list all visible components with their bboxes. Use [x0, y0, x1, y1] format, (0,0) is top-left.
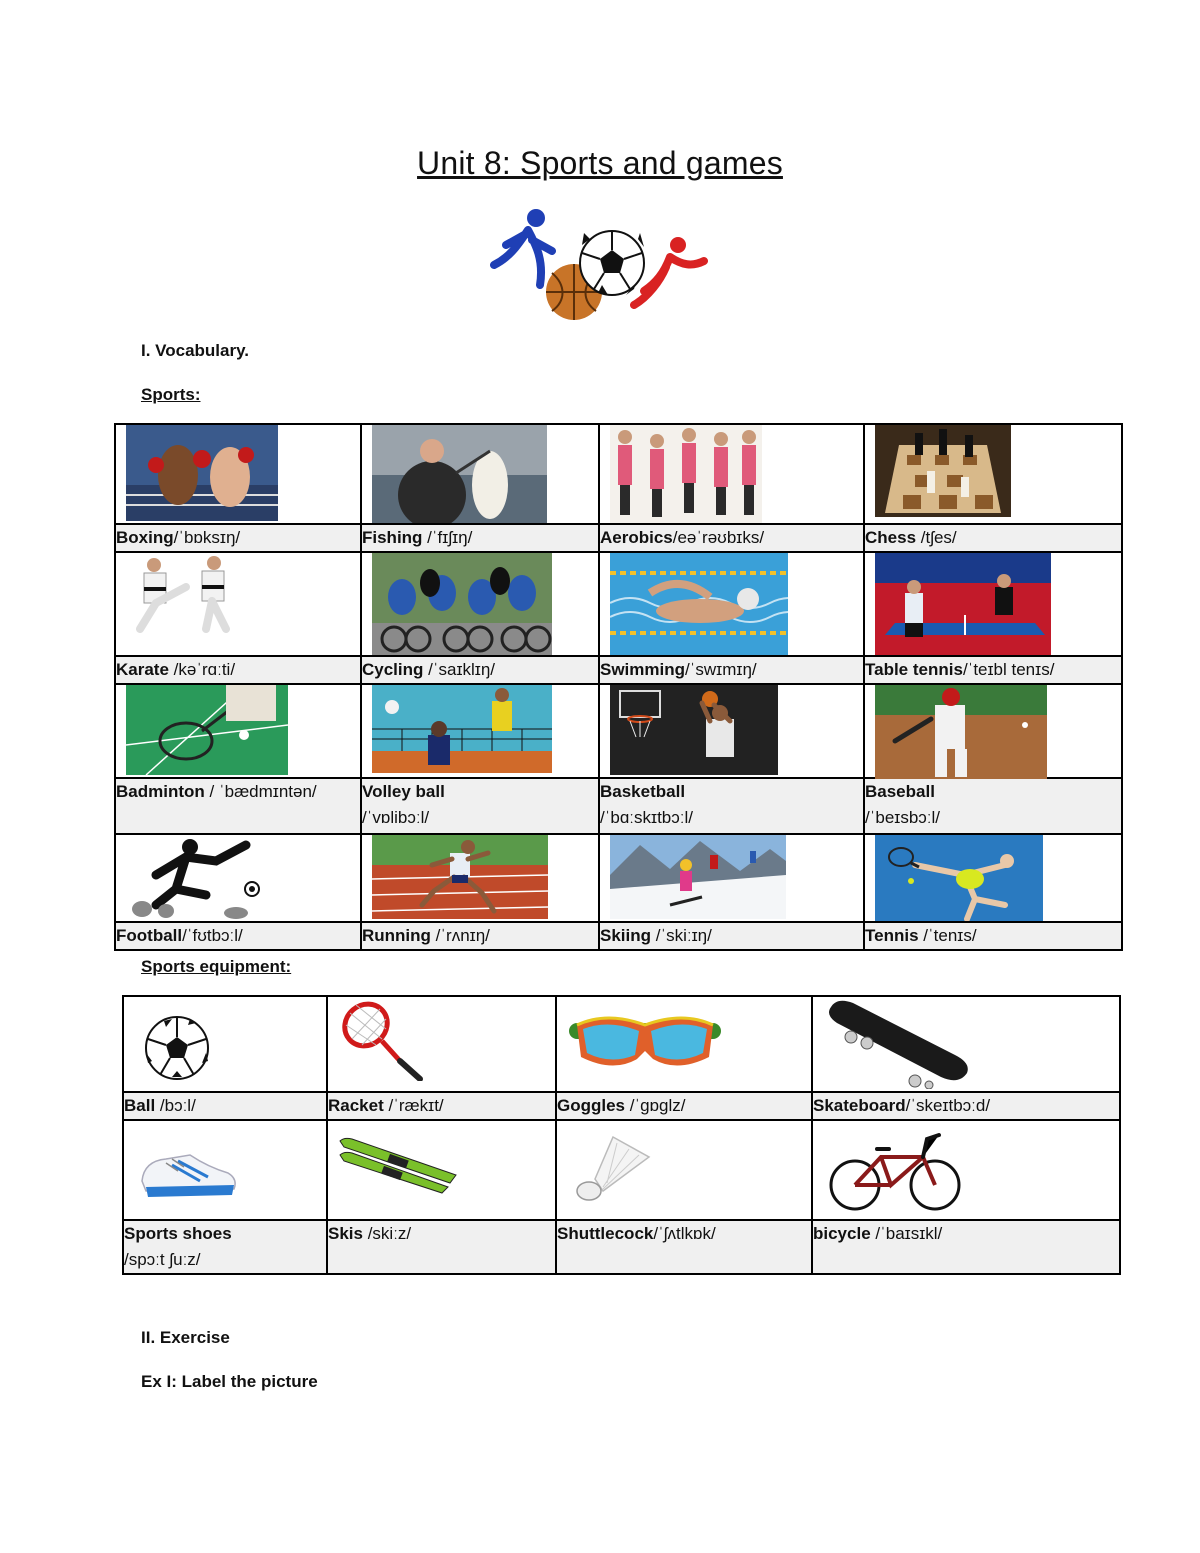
sport-label: Tennis /ˈtenɪs/ [864, 922, 1122, 950]
sport-label: Volley ball /ˈvɒlibɔːl/ [361, 778, 599, 834]
sports-shoes-picture [138, 1147, 238, 1199]
boxing-photo [126, 425, 278, 521]
equipment-label: Skateboard/ˈskeɪtbɔːd/ [812, 1092, 1120, 1120]
equipment-label: Skis /skiːz/ [327, 1220, 556, 1274]
sport-label: Chess /tʃes/ [864, 524, 1122, 552]
volleyball-photo [372, 685, 552, 773]
equipment-cell-goggles [556, 996, 812, 1092]
sport-cell-aerobics [599, 424, 864, 524]
tennis-photo [875, 835, 1043, 921]
equipment-cell-shuttlecock [556, 1120, 812, 1220]
sport-label: Karate /kəˈrɑːti/ [115, 656, 361, 684]
sports-table [114, 423, 1123, 951]
bicycle-picture [827, 1129, 963, 1213]
sport-cell-running [361, 834, 599, 922]
equipment-label: Ball /bɔːl/ [123, 1092, 327, 1120]
swimming-photo [610, 553, 788, 655]
sport-label: Table tennis/ˈteɪbl tenɪs/ [864, 656, 1122, 684]
sport-cell-table-tennis [864, 552, 1122, 656]
sport-label: Cycling /ˈsaɪklɪŋ/ [361, 656, 599, 684]
racket-picture [338, 999, 424, 1081]
sport-label: Aerobics/eəˈrəʊbɪks/ [599, 524, 864, 552]
karate-photo [126, 553, 244, 633]
sport-cell-tennis [864, 834, 1122, 922]
exercise-1-instruction: Ex I: Label the picture [141, 1372, 318, 1391]
goggles-picture [567, 1011, 723, 1073]
sport-label: Fishing /ˈfɪʃɪŋ/ [361, 524, 599, 552]
sport-label: Badminton / ˈbædmɪntən/ [115, 778, 361, 834]
skis-picture [338, 1135, 458, 1195]
sport-cell-chess [864, 424, 1122, 524]
equipment-label: bicycle /ˈbaɪsɪkl/ [812, 1220, 1120, 1274]
sport-label: Skiing /ˈskiːɪŋ/ [599, 922, 864, 950]
sport-cell-swimming [599, 552, 864, 656]
sport-cell-baseball [864, 684, 1122, 778]
equipment-heading: Sports equipment: [141, 957, 292, 976]
equipment-cell-ball [123, 996, 327, 1092]
sport-cell-fishing [361, 424, 599, 524]
exercise-heading: II. Exercise [141, 1328, 230, 1347]
vocabulary-heading: I. Vocabulary. [141, 341, 250, 360]
sport-cell-football [115, 834, 361, 922]
running-photo [372, 835, 548, 919]
skiing-photo [610, 835, 786, 919]
table-tennis-photo [875, 553, 1051, 655]
sport-cell-basketball [599, 684, 864, 778]
sport-cell-volleyball [361, 684, 599, 778]
basketball-photo [610, 685, 778, 775]
sport-cell-badminton [115, 684, 361, 778]
sports-heading: Sports: [141, 385, 201, 404]
sport-cell-karate [115, 552, 361, 656]
skateboard-picture [823, 999, 971, 1089]
page-title: Unit 8: Sports and games [417, 145, 783, 181]
sport-label: Baseball /ˈbeɪsbɔːl/ [864, 778, 1122, 834]
badminton-photo [126, 685, 288, 775]
sport-label: Basketball /ˈbɑːskɪtbɔːl/ [599, 778, 864, 834]
baseball-photo [875, 685, 1047, 779]
equipment-table [122, 995, 1121, 1275]
equipment-label: Goggles /ˈɡɒɡlz/ [556, 1092, 812, 1120]
football-photo [126, 835, 268, 919]
ball-picture [144, 1015, 210, 1081]
equipment-label: Racket /ˈrækɪt/ [327, 1092, 556, 1120]
sport-label: Boxing/ˈbɒksɪŋ/ [115, 524, 361, 552]
sport-label: Running /ˈrʌnɪŋ/ [361, 922, 599, 950]
equipment-cell-skateboard [812, 996, 1120, 1092]
equipment-cell-skis [327, 1120, 556, 1220]
sport-label: Swimming/ˈswɪmɪŋ/ [599, 656, 864, 684]
chess-photo [875, 425, 1011, 517]
equipment-label: Sports shoes /spɔːt ʃuːz/ [123, 1220, 327, 1274]
sports-logo [488, 205, 712, 320]
aerobics-photo [610, 425, 762, 523]
equipment-cell-bicycle [812, 1120, 1120, 1220]
sport-cell-cycling [361, 552, 599, 656]
equipment-cell-sports-shoes [123, 1120, 327, 1220]
shuttlecock-picture [573, 1135, 651, 1203]
equipment-cell-racket [327, 996, 556, 1092]
cycling-photo [372, 553, 552, 655]
sport-label: Football/ˈfʊtbɔːl/ [115, 922, 361, 950]
sport-cell-skiing [599, 834, 864, 922]
equipment-label: Shuttlecock/ˈʃʌtlkɒk/ [556, 1220, 812, 1274]
fishing-photo [372, 425, 547, 523]
sport-cell-boxing [115, 424, 361, 524]
